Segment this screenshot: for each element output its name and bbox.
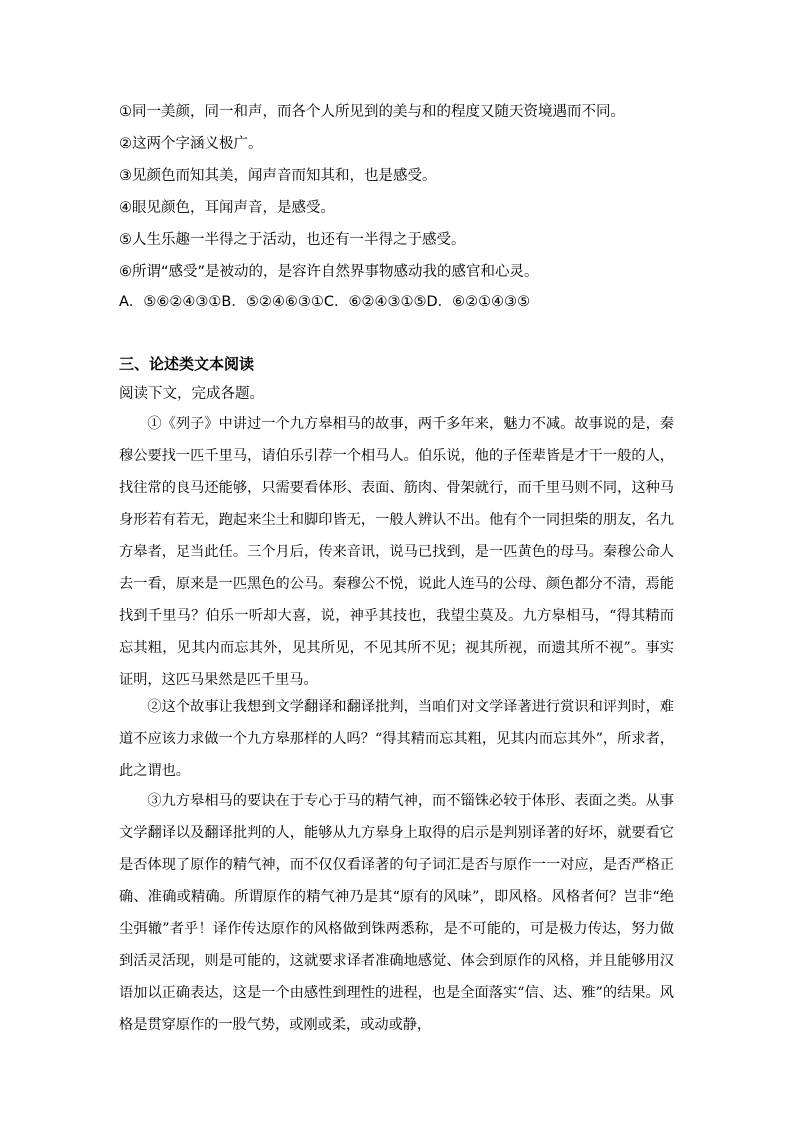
- sentence-5: ⑤人生乐趣一半得之于活动，也还有一半得之于感受。: [119, 232, 466, 248]
- section-instruction: 阅读下文，完成各题。: [119, 386, 264, 402]
- paragraph-3: ③九方皋相马的要诀在于专心于马的精气神，而不锱铢必较于体形、表面之类。从事文学翻译以及翻译批判的人，能够从九方皋身上取得的启示是判别译著的好坏，就要看它是否体现了原作的精气神，而不仅仅看译著的句子词汇是否与原作一一对应，是否严格正确、准确或精确。所谓原作的精气神乃是其“原有的风味”，即风格。风格者何？岂非“绝尘弭辙”者乎！译作传达原作的风格做到铢两悉称，是不可能的，可是极力传达，努力做到活灵活现，则是可能的，这就要求译者准确地感觉、体会到原作的风格，并且能够用汉语加以正确表达，这是一个由感性到理性的进程，也是全面落实“信、达、雅”的结果。风格是贯穿原作的一股气势，或刚或柔，或动或静，: [119, 793, 674, 1033]
- paragraph-1: ①《列子》中讲过一个九方皋相马的故事，两千多年来，魅力不减。故事说的是，秦穆公要找一匹千里马，请伯乐引荐一个相马人。伯乐说，他的子侄辈皆是才干一般的人，找往常的良马还能够，只需要看体形、表面、筋肉、骨架就行，而千里马则不同，这种马身形若有若无，跑起来尘土和脚印皆无，一般人辨认不出。他有个一同担柴的朋友，名九方皋者，足当此任。三个月后，传来音讯，说马已找到，是一匹黄色的母马。秦穆公命人去一看，原来是一匹黑色的公马。秦穆公不悦，说此人连马的公母、颜色都分不清，焉能找到千里马？伯乐一听却大喜，说，神乎其技也，我望尘莫及。九方皋相马，“得其精而忘其粗，见其内而忘其外，见其所见，不见其所不见；视其所视，而遗其所不视”。事实证明，这匹马果然是匹千里马。: [119, 416, 674, 688]
- sentence-6: ⑥所谓“感受”是被动的，是容许自然界事物感动我的感官和心灵。: [119, 264, 539, 280]
- sentence-2: ②这两个字涵义极广。: [119, 136, 263, 152]
- sentence-1: ①同一美颜，同一和声，而各个人所见到的美与和的程度又随天资境遇而不同。: [119, 104, 625, 120]
- sentence-3: ③见颜色而知其美，闻声音而知其和，也是感受。: [119, 168, 437, 184]
- answer-options: A．⑤⑥②④③①B．⑤②④⑥③①C．⑥②④③①⑤D．⑥②①④③⑤: [119, 294, 531, 310]
- sentence-4: ④眼见颜色，耳闻声音，是感受。: [119, 200, 335, 216]
- paragraph-2: ②这个故事让我想到文学翻译和翻译批判，当咱们对文学译著进行赏识和评判时，难道不应该力求做一个九方皋那样的人吗？“得其精而忘其粗，见其内而忘其外”，所求者，此之谓也。: [119, 699, 674, 779]
- section-title: 三、论述类文本阅读: [119, 355, 255, 373]
